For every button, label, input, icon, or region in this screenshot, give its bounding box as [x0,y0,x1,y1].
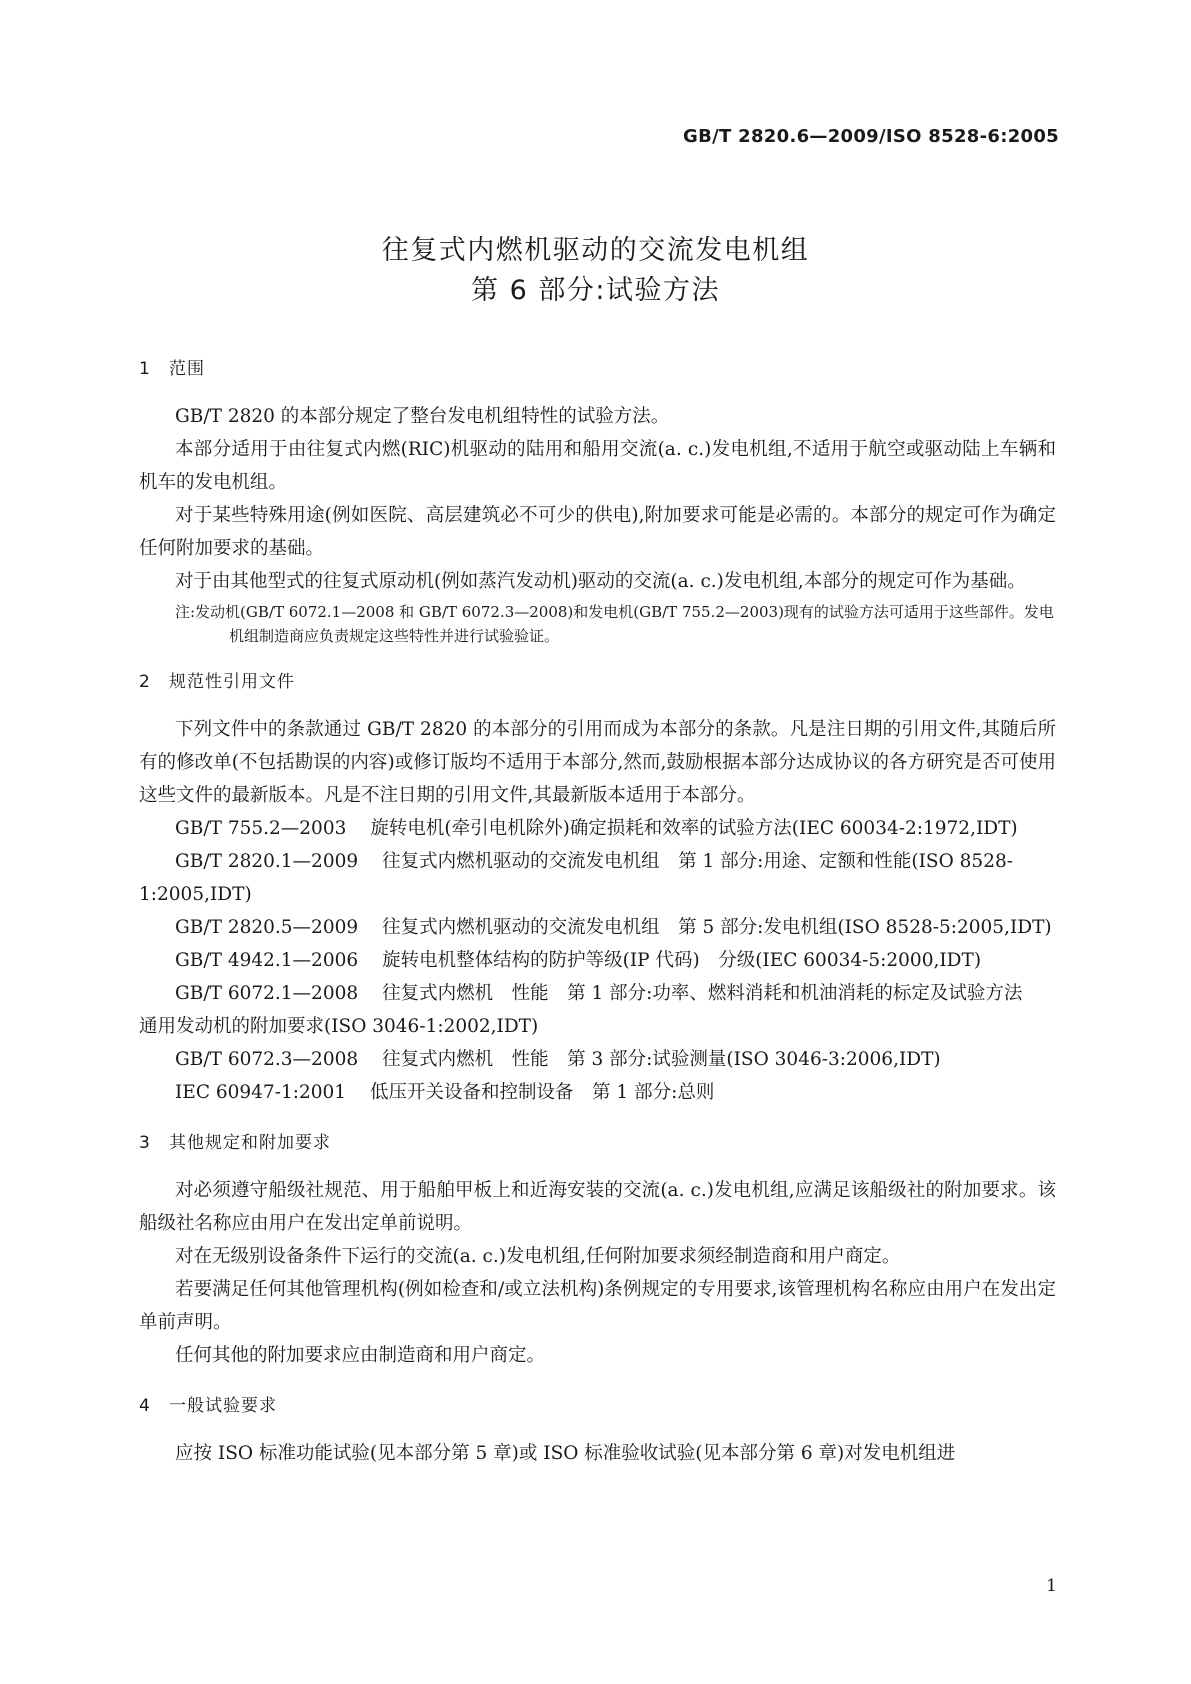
reference-code: GB/T 755.2—2003 [175,818,347,839]
reference-text: 旋转电机整体结构的防护等级(IP 代码) 分级(IEC 60034-5:2000,IDT) [382,950,982,971]
document-title-line1: 往复式内燃机驱动的交流发电机组 [381,235,810,266]
section-number: 2 [139,672,151,692]
section-heading [139,353,1056,386]
section-4 [139,1390,1056,1470]
section-title: 规范性引用文件 [169,672,295,692]
reference-code: GB/T 6072.1—2008 [175,983,359,1004]
paragraph: 任何其他的附加要求应由制造商和用户商定。 [175,1345,546,1366]
reference-item [139,944,1056,977]
note-text: 注:发动机(GB/T 6072.1—2008 和 GB/T 6072.3—2008)和发电机(GB/T 755.2—2003)现有的试验方法可适用于这些部件。发电机组制造商应负责规定这些特性并进行试验验证。 [175,603,1054,645]
section-heading [139,1127,1056,1160]
page-number: 1 [1046,1576,1057,1596]
paragraph: 对必须遵守船级社规范、用于船舶甲板上和近海安装的交流(a. c.)发电机组,应满足该船级社的附加要求。该船级社名称应由用户在发出定单前说明。 [139,1180,1056,1234]
section-heading [139,1390,1056,1423]
section-title: 其他规定和附加要求 [169,1133,331,1153]
paragraph: GB/T 2820 的本部分规定了整台发电机组特性的试验方法。 [175,406,670,427]
reference-item [139,1043,1056,1076]
reference-text: 旋转电机(牵引电机除外)确定损耗和效率的试验方法(IEC 60034-2:1972,IDT) [370,818,1018,839]
paragraph: 下列文件中的条款通过 GB/T 2820 的本部分的引用而成为本部分的条款。凡是注日期的引用文件,其随后所有的修改单(不包括勘误的内容)或修订版均不适用于本部分,然而,鼓励根据本部分达成协议的各方研究是否可使用这些文件的最新版本。凡是不注日期的引用文件,其最新版本适用于本部分。 [139,719,1056,806]
section-number: 1 [139,359,151,379]
section-number: 4 [139,1396,151,1416]
reference-text: 往复式内燃机 性能 第 3 部分:试验测量(ISO 3046-3:2006,IDT) [382,1049,941,1070]
reference-text: 低压开关设备和控制设备 第 1 部分:总则 [370,1082,715,1103]
reference-code: GB/T 6072.3—2008 [175,1049,359,1070]
section-title: 一般试验要求 [169,1396,277,1416]
reference-item [139,812,1056,845]
reference-text: 往复式内燃机驱动的交流发电机组 第 1 部分:用途、定额和性能(ISO 8528-1:2005,IDT) [139,851,1013,905]
paragraph: 应按 ISO 标准功能试验(见本部分第 5 章)或 ISO 标准验收试验(见本部分第 6 章)对发电机组进 [175,1443,956,1464]
reference-code: GB/T 2820.1—2009 [175,851,359,872]
paragraph: 对在无级别设备条件下运行的交流(a. c.)发电机组,任何附加要求须经制造商和用户商定。 [175,1246,901,1267]
paragraph: 本部分适用于由往复式内燃(RIC)机驱动的陆用和船用交流(a. c.)发电机组,不适用于航空或驱动陆上车辆和机车的发电机组。 [139,439,1056,493]
paragraph: 若要满足任何其他管理机构(例如检查和/或立法机构)条例规定的专用要求,该管理机构名称应由用户在发出定单前声明。 [139,1279,1056,1333]
document-title-line2: 第 6 部分:试验方法 [471,275,720,306]
reference-item [139,1076,1056,1109]
paragraph: 对于由其他型式的往复式原动机(例如蒸汽发动机)驱动的交流(a. c.)发电机组,本部分的规定可作为基础。 [175,571,1026,592]
reference-code: IEC 60947-1:2001 [175,1082,347,1103]
section-2 [139,666,1056,1109]
section-heading [139,666,1056,699]
section-number: 3 [139,1133,151,1153]
reference-item [139,845,1056,911]
standard-number: GB/T 2820.6—2009/ISO 8528-6:2005 [683,126,1059,147]
section-3 [139,1127,1056,1372]
reference-item [139,911,1056,944]
reference-code: GB/T 2820.5—2009 [175,917,359,938]
document-body [139,353,1056,1470]
reference-text: 往复式内燃机驱动的交流发电机组 第 5 部分:发电机组(ISO 8528-5:2005,IDT) [382,917,1052,938]
reference-text: 往复式内燃机 性能 第 1 部分:功率、燃料消耗和机油消耗的标定及试验方法 通用发动机的附加要求(ISO 3046-1:2002,IDT) [139,983,1041,1037]
paragraph: 对于某些特殊用途(例如医院、高层建筑必不可少的供电),附加要求可能是必需的。本部分的规定可作为确定任何附加要求的基础。 [139,505,1056,559]
reference-code: GB/T 4942.1—2006 [175,950,359,971]
note [139,600,1056,648]
section-1 [139,353,1056,648]
section-title: 范围 [169,359,205,379]
reference-item [139,977,1056,1043]
